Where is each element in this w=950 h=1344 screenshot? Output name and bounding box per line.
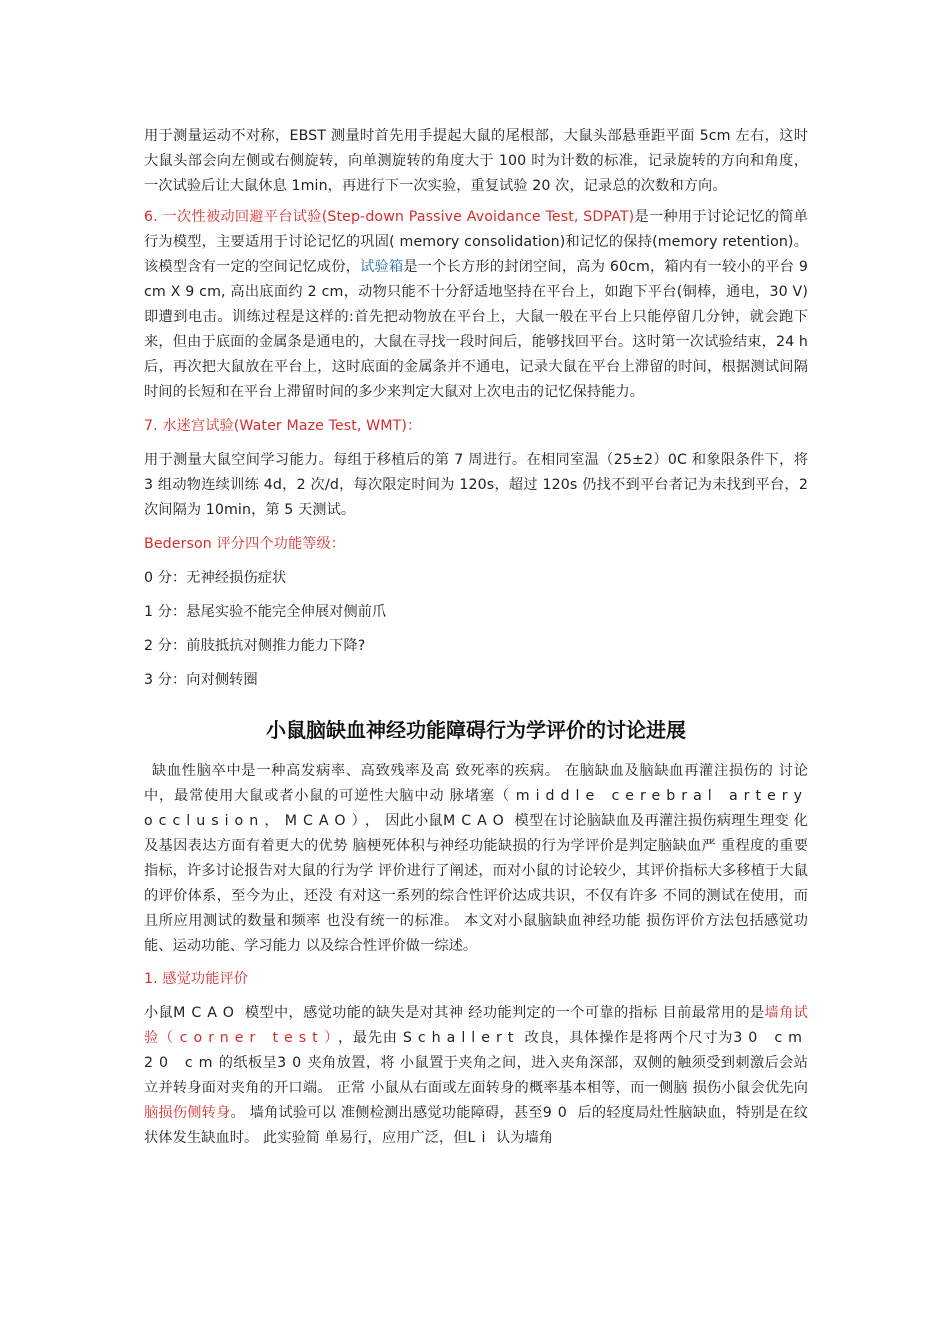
sdpat-paragraph <box>144 205 808 405</box>
article-title: 小鼠脑缺血神经功能障碍行为学评价的讨论进展 <box>266 718 686 742</box>
ebst-paragraph: 用于测量运动不对称，EBST 测量时首先用手提起大鼠的尾根部，大鼠头部悬垂距平面 5cm 左右，这时大鼠头部会向左侧或右侧旋转，向单测旋转的角度大于 100 时为计数的标准，记录旋转的方向和角度，一次试验后让大鼠休息 1min，再进行下一次实验，重复试验 20 次，记录总的次数和方向。 <box>144 128 808 194</box>
schallert-name: Schallert <box>402 1030 520 1046</box>
sensory-text-7: 。 墙角试验可以 准侧检测出感觉功能障碍，甚至 <box>230 1105 543 1121</box>
sensory-text-9: 认为墙角 <box>491 1130 554 1146</box>
bederson-level-1: 1 分：悬尾实验不能完全伸展对侧前爪 <box>144 604 387 620</box>
bederson-level-3: 3 分：向对侧转圈 <box>144 672 258 688</box>
li-name: Li <box>467 1130 492 1146</box>
test-box-link[interactable]: 试验箱 <box>360 259 404 275</box>
injury-side-turn: 脑损伤侧转身 <box>144 1105 231 1121</box>
document-content <box>144 124 808 1151</box>
angle-value: 30 <box>277 1055 308 1071</box>
sdpat-heading: 6. 一次性被动回避平台试验(Step-down Passive Avoidance Test, SDPAT) <box>144 209 635 225</box>
sdpat-text-2: 是一个长方形的封闭空间，高为 60cm，箱内有一较小的平台 9 cm X 9 cm, 高出底面约 2 cm，动物只能不十分舒适地坚持在平台上，如跑下平台(铜棒，通电，30 V)即遭到电击。训练过程是这样的:首先把动物放在平台上，大鼠一般在平台上只能停留几分钟，就会跑下来，但由于底面的金属条是通电的，大鼠在寻找一段时间后，能够找回平台。这时第一次试验结束，24 h 后，再次把大鼠放在平台上，这时底面的金属条并不通电，记录大鼠在平台上滞留的时间，根据测试间隔时间的长短和在平台上滞留时间的多少来判定大鼠对上次电击的记忆保持能力。 <box>144 259 808 400</box>
bederson-level-2: 2 分：前肢抵抗对侧推力能力下降? <box>144 638 366 654</box>
sdpat-text-1: 是一种用于讨论记忆的简单行为模型，主要适用于讨论记忆的巩固( memory consolidation)和记忆的保持(memory retention)。该模型含有一定的空间记忆成份， <box>144 209 808 275</box>
sensory-text-6: 夹角放置，将 小鼠置于夹角之间，进入夹角深部，双侧的触须受到刺激后会站立并转身面对夹角的开口端。 正常 小鼠从右面或左面转身的概率基本相等，而一侧脑 损伤小鼠会优先向 <box>144 1055 808 1096</box>
sensory-text-8: 后的轻度局灶性脑缺血，特别是在纹状体发生缺血时。 此实验简 单易行，应用广泛，但 <box>144 1105 808 1146</box>
corner-test-english: （corner test） <box>158 1030 339 1046</box>
wmt-heading: 7. 水迷宫试验(Water Maze Test, WMT)： <box>144 418 422 434</box>
sensory-text-5: 的纸板呈 <box>218 1055 278 1071</box>
board-dimensions: 30 cm 20 cm <box>144 1030 808 1071</box>
wmt-paragraph: 用于测量大鼠空间学习能力。每组于移植后的第 7 周进行。在相同室温（25±2）0C 和象限条件下，将 3 组动物连续训练 4d，2 次/d，每次限定时间为 120s，超过 120s 仍找不到平台者记为未找到平台，2 次间隔为 10min，第 5 天测试。 <box>144 452 808 518</box>
intro-paragraph <box>144 759 808 959</box>
intro-text-1: 缺血性脑卒中是一种高发病率、高致残率及高 致死率的疾病。 在脑缺血及脑缺血再灌注损伤的 讨论中，最常使用大鼠或者小鼠的可逆性大脑中动 脉堵塞 <box>144 763 808 804</box>
mcao-full-name: （middle cerebral artery occlusion，MCAO）， <box>144 788 808 829</box>
sensory-text-1: 小鼠 <box>144 1005 174 1021</box>
mcao-abbr-2: MCAO <box>173 1005 240 1021</box>
sensory-text-4: 改良，具体操作是将两个尺寸为 <box>519 1030 734 1046</box>
sensory-text-3: ，最先由 <box>338 1030 403 1046</box>
intro-text-2: 因此小鼠 <box>385 813 444 829</box>
sensory-heading: 1. 感觉功能评价 <box>144 971 249 987</box>
intro-text-3: 模型在讨论脑缺血及再灌注损伤病理生理变 化及基因表达方面有着更大的优势 脑梗死体积与神经功能缺损的行为学评价是判定脑缺血严 重程度的重要指标，许多讨论报告对大鼠的行为学 评价进行了阐述，而对小鼠的讨论较少，其评价指标大多移植于大鼠的评价体系，至今为止，还没 有对这一系列的综合性评价达成共识，不仅有许多 不同的测试在使用，而且所应用测试的数量和频率 也没有统一的标准。 本文对小鼠脑缺血神经功能 损伤评价方法包括感觉功能、运动功能、学习能力 以及综合性评价做一综述。 <box>144 813 809 954</box>
sensory-paragraph <box>144 1001 808 1151</box>
bederson-level-0: 0 分：无神经损伤症状 <box>144 570 287 586</box>
bederson-heading: Bederson 评分四个功能等级： <box>144 536 346 552</box>
sensory-text-2: 模型中，感觉功能的缺失是对其神 经功能判定的一个可靠的指标 目前最常用的是 <box>239 1005 765 1021</box>
mcao-abbr: MCAO <box>443 813 510 829</box>
ninety-value: 90 <box>542 1105 573 1121</box>
corner-test-term: 墙角试验 <box>144 1005 808 1046</box>
